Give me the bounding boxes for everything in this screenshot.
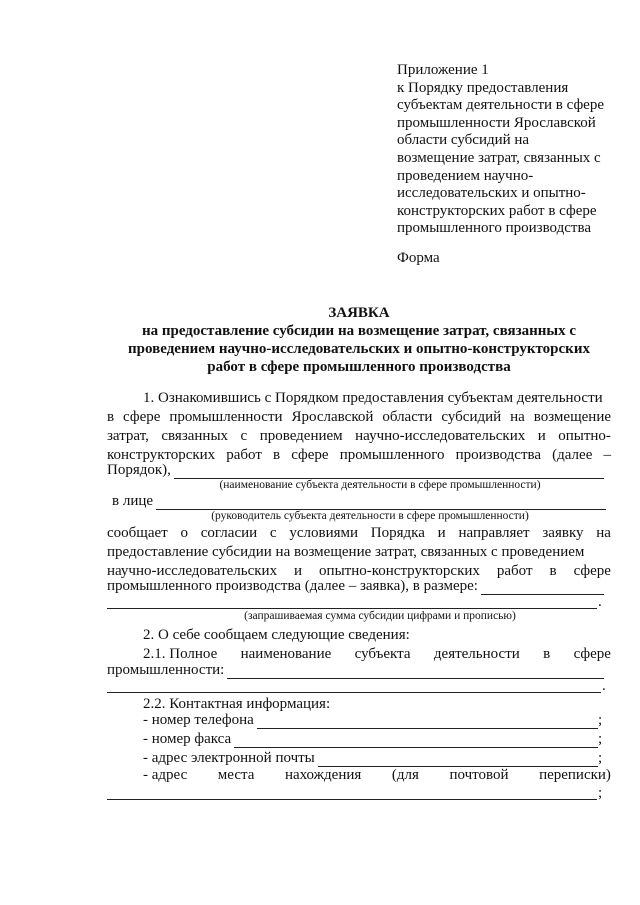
section1-line-3	[107, 427, 611, 445]
annex-line: возмещение затрат, связанных с	[397, 149, 601, 166]
entity-name-field[interactable]	[174, 464, 604, 479]
word: (для	[391, 767, 419, 783]
word: опытно-	[558, 428, 611, 444]
in-person-prefix: в лице	[112, 493, 154, 509]
word: конструкторских	[107, 447, 216, 463]
caption-head: (руководитель субъекта деятельности в сфере промышленности)	[211, 510, 529, 522]
section1-line-2	[107, 408, 611, 426]
word: сфере	[291, 447, 329, 463]
word: проведением	[259, 428, 343, 444]
word: сообщает	[107, 525, 168, 541]
word: области	[382, 409, 433, 425]
amount-row	[107, 577, 604, 595]
title-line-4: работ в сфере промышленного производства	[207, 359, 511, 375]
document-title: ЗАЯВКА	[328, 305, 390, 321]
annex-line: Приложение 1	[397, 62, 489, 78]
word: (далее	[552, 447, 593, 463]
word: места	[217, 767, 255, 783]
amount-field-2[interactable]	[107, 608, 597, 609]
word: и	[437, 525, 446, 541]
word: сфере	[573, 563, 611, 579]
amount-field-1[interactable]	[481, 580, 604, 595]
fax-field[interactable]	[234, 733, 598, 748]
word: промышленности	[169, 409, 283, 425]
full-name-row	[107, 661, 604, 679]
word: о	[180, 525, 188, 541]
annex-line: конструкторских работ в сфере	[397, 202, 597, 219]
address-line	[143, 766, 611, 784]
word: в	[273, 447, 281, 463]
annex-line: области субсидий на	[397, 132, 530, 149]
word: и	[537, 428, 546, 444]
form-label: Форма	[397, 250, 440, 266]
caption-entity: (наименование субъекта деятельности в сфере промышленности)	[219, 479, 541, 491]
annex-line: проведением научно-	[397, 167, 534, 184]
amount-end-dot: .	[598, 594, 602, 610]
word: промышленного	[339, 447, 445, 463]
phone-label: - номер телефона	[143, 712, 254, 728]
address-field[interactable]	[107, 799, 597, 800]
word: связанных	[161, 428, 229, 444]
word: 2.1. Полное	[143, 646, 218, 662]
entity-name-row	[107, 461, 604, 479]
contact-header: 2.2. Контактная информация:	[143, 696, 331, 712]
phone-row	[143, 711, 598, 729]
word: направляет	[458, 525, 530, 541]
word: нахождения	[284, 767, 362, 783]
section1-line-1: 1. Ознакомившись с Порядком предоставления субъектам деятельности	[143, 390, 603, 406]
section1-provide-line: предоставление субсидии на возмещение затрат, связанных с проведением	[107, 544, 585, 560]
full-name-field-1[interactable]	[227, 664, 604, 679]
word: на	[596, 525, 611, 541]
annex-header	[397, 62, 627, 238]
title-line-2: на предоставление субсидии на возмещение затрат, связанных с	[141, 323, 577, 339]
word: –	[603, 447, 611, 463]
section2-header: 2. О себе сообщаем следующие сведения:	[143, 627, 410, 643]
word: на	[510, 409, 525, 425]
word: с	[240, 428, 248, 444]
full-name-prefix: промышленности:	[107, 662, 225, 678]
word: работ	[226, 447, 262, 463]
word: затрат,	[107, 428, 149, 444]
word: Порядка	[370, 525, 425, 541]
fax-semicolon: ;	[598, 731, 603, 747]
word: работ	[496, 563, 533, 579]
address-semicolon: ;	[598, 785, 603, 801]
email-label: - адрес электронной почты	[143, 750, 315, 766]
fax-label: - номер факса	[143, 731, 232, 747]
word: научно-исследовательских	[355, 428, 526, 444]
head-name-row	[112, 492, 606, 510]
word: и	[294, 563, 303, 579]
word: согласии	[200, 525, 258, 541]
word: заявку	[542, 525, 584, 541]
word: сфере	[573, 646, 611, 662]
word: научно-исследовательских	[107, 563, 278, 579]
phone-field[interactable]	[257, 714, 598, 729]
word: сфере	[123, 409, 161, 425]
word: с	[269, 525, 277, 541]
word: производства	[455, 447, 542, 463]
word: опытно-конструкторских	[319, 563, 480, 579]
full-name-field-2[interactable]	[107, 692, 601, 693]
title-line-3: проведением научно-исследовательских и опытно-конструкторских	[128, 341, 590, 357]
word: возмещение	[533, 409, 611, 425]
head-name-field[interactable]	[156, 495, 606, 510]
section1-agree-line	[107, 524, 611, 542]
word: субъекта	[354, 646, 411, 662]
word: в	[107, 409, 115, 425]
full-name-end-dot: .	[602, 678, 606, 694]
word: условиями	[289, 525, 359, 541]
word: наименование	[240, 646, 332, 662]
fax-row	[143, 730, 598, 748]
annex-line: промышленного производства	[397, 220, 592, 237]
word: деятельности	[433, 646, 520, 662]
word: субсидий	[441, 409, 502, 425]
amount-prefix: промышленного производства (далее – заявка), в размере:	[107, 578, 478, 594]
email-row	[143, 749, 598, 767]
word: Ярославской	[291, 409, 374, 425]
annex-line: исследовательских и опытно-	[397, 185, 586, 202]
annex-line: к Порядку предоставления	[397, 79, 569, 96]
caption-amount: (запрашиваемая сумма субсидии цифрами и прописью)	[244, 610, 516, 622]
phone-semicolon: ;	[598, 712, 603, 728]
word: переписки)	[539, 767, 611, 783]
word: - адрес	[143, 767, 188, 783]
word: в	[543, 646, 551, 662]
email-field[interactable]	[318, 752, 598, 767]
annex-line: субъектам деятельности в сфере	[397, 97, 604, 114]
word: в	[549, 563, 557, 579]
email-semicolon: ;	[598, 750, 603, 766]
word: почтовой	[449, 767, 509, 783]
section1-line-5-prefix: Порядок),	[107, 462, 171, 478]
annex-line: промышленности Ярославской	[397, 114, 596, 131]
